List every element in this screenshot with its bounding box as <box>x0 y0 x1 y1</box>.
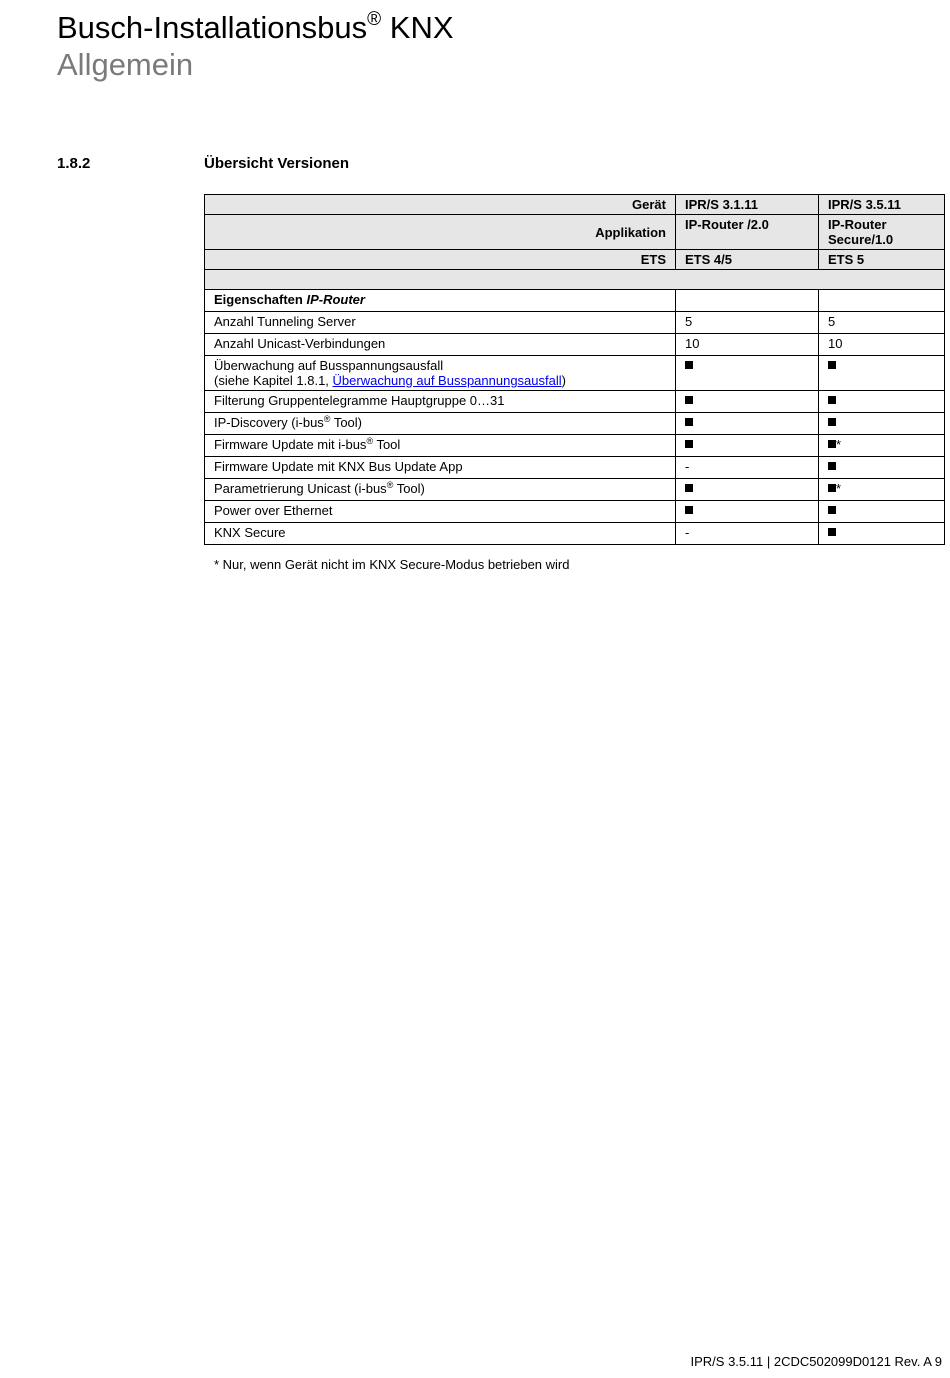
checkmark-square-icon <box>828 361 836 369</box>
row-label: Filterung Gruppentelegramme Hauptgruppe 0…31 <box>205 391 676 413</box>
device-col2: IPR/S 3.5.11 <box>819 195 945 215</box>
checkmark-square-icon <box>685 361 693 369</box>
row-label: Anzahl Tunneling Server <box>205 312 676 334</box>
checkmark-square-icon <box>685 418 693 426</box>
row-value-col1 <box>676 413 819 435</box>
row-value-col1 <box>676 356 819 391</box>
table-row <box>205 356 945 391</box>
ets-col2: ETS 5 <box>819 250 945 270</box>
table-row <box>205 501 945 523</box>
table-row <box>205 334 945 356</box>
header-spacer-row <box>205 270 945 290</box>
footnote-marker: * <box>836 437 842 452</box>
section-number: 1.8.2 <box>57 155 91 172</box>
row-label: Firmware Update mit KNX Bus Update App <box>205 457 676 479</box>
header-row-device <box>205 195 945 215</box>
table-footnote: * Nur, wenn Gerät nicht im KNX Secure-Modus betrieben wird <box>214 557 570 572</box>
header-label-ets: ETS <box>205 250 676 270</box>
page-title-suffix: KNX <box>381 10 454 45</box>
row-label: Parametrierung Unicast (i-bus® Tool) <box>205 479 676 501</box>
row-value-col2 <box>819 523 945 545</box>
row-label: KNX Secure <box>205 523 676 545</box>
table-row <box>205 391 945 413</box>
row-value-col1 <box>676 435 819 457</box>
header-label-application: Applikation <box>205 215 676 250</box>
header-row-ets <box>205 250 945 270</box>
registered-mark: ® <box>367 9 382 30</box>
checkmark-square-icon <box>828 440 836 448</box>
checkmark-square-icon <box>685 440 693 448</box>
row-label: Anzahl Unicast-Verbindungen <box>205 334 676 356</box>
table-row <box>205 413 945 435</box>
footnote-marker: * <box>836 481 842 496</box>
page-footer: IPR/S 3.5.11 | 2CDC502099D0121 Rev. A 9 <box>690 1354 942 1369</box>
row-value-col1: - <box>676 523 819 545</box>
row-value-col2 <box>819 479 945 501</box>
page-title-text: Busch-Installationsbus <box>57 10 368 45</box>
checkmark-square-icon <box>828 528 836 536</box>
checkmark-square-icon <box>685 484 693 492</box>
properties-heading: Eigenschaften IP-Router <box>205 290 676 312</box>
row-value-col2: 5 <box>819 312 945 334</box>
row-label: Überwachung auf Busspannungsausfall (siehe Kapitel 1.8.1, Überwachung auf Busspannungsausfall) <box>205 356 676 391</box>
application-col1: IP-Router /2.0 <box>676 215 819 250</box>
row-label: IP-Discovery (i-bus® Tool) <box>205 413 676 435</box>
page-title <box>57 10 454 46</box>
row-value-col2 <box>819 435 945 457</box>
checkmark-square-icon <box>828 462 836 470</box>
row-value-col2 <box>819 391 945 413</box>
section-title: Übersicht Versionen <box>204 155 350 172</box>
checkmark-square-icon <box>828 484 836 492</box>
properties-heading-row <box>205 290 945 312</box>
row-value-col2: 10 <box>819 334 945 356</box>
device-col1: IPR/S 3.1.11 <box>676 195 819 215</box>
checkmark-square-icon <box>828 506 836 514</box>
table-row <box>205 457 945 479</box>
checkmark-square-icon <box>828 418 836 426</box>
application-col2: IP-Router Secure/1.0 <box>819 215 945 250</box>
row-value-col1: 10 <box>676 334 819 356</box>
table-row <box>205 479 945 501</box>
table-row <box>205 523 945 545</box>
checkmark-square-icon <box>828 396 836 404</box>
header-row-application <box>205 215 945 250</box>
row-value-col1 <box>676 479 819 501</box>
table-row <box>205 312 945 334</box>
row-value-col1 <box>676 391 819 413</box>
row-label: Power over Ethernet <box>205 501 676 523</box>
row-value-col2 <box>819 356 945 391</box>
chapter-link[interactable]: Überwachung auf Busspannungsausfall <box>332 373 562 388</box>
table-row <box>205 435 945 457</box>
row-value-col2 <box>819 413 945 435</box>
checkmark-square-icon <box>685 506 693 514</box>
header-label-device: Gerät <box>205 195 676 215</box>
row-value-col2 <box>819 501 945 523</box>
page-subtitle: Allgemein <box>57 47 194 82</box>
row-value-col1 <box>676 501 819 523</box>
row-value-col2 <box>819 457 945 479</box>
checkmark-square-icon <box>685 396 693 404</box>
row-value-col1: 5 <box>676 312 819 334</box>
row-label: Firmware Update mit i-bus® Tool <box>205 435 676 457</box>
ets-col1: ETS 4/5 <box>676 250 819 270</box>
row-value-col1: - <box>676 457 819 479</box>
versions-table <box>204 194 945 545</box>
